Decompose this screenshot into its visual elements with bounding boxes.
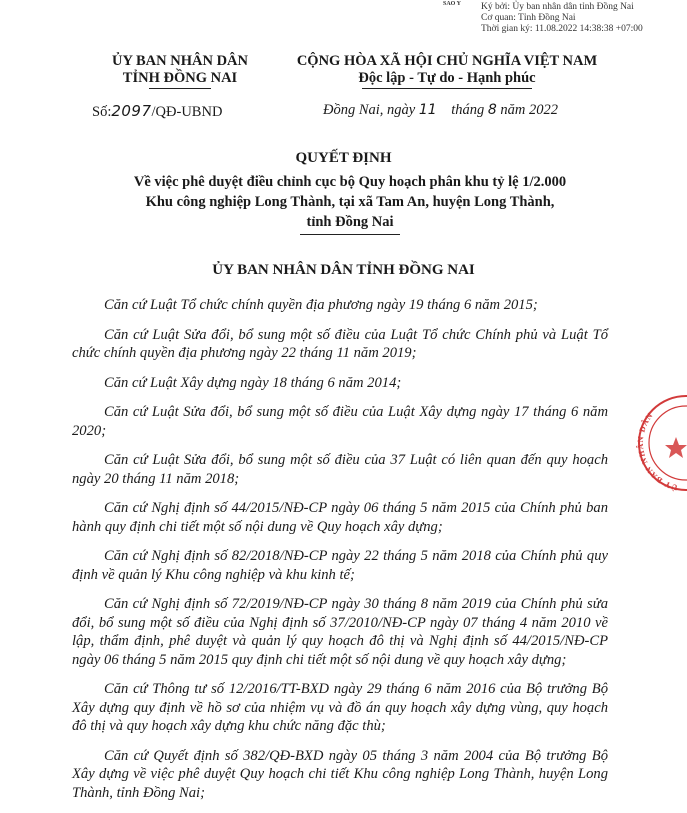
date-year: năm 2022: [500, 102, 558, 118]
legal-basis-paragraph: Căn cứ Nghị định số 72/2019/NĐ-CP ngày 30 tháng 8 năm 2019 của Chính phủ sửa đổi, bổ sung một số điều của Nghị định số 37/2010/NĐ-CP ngày 07 tháng 4 năm 2010 về lập, thẩm định, phê duyệt và quản lý quy hoạch đô thị và Nghị định số 44/2015/NĐ-CP ngày 06 tháng 5 năm 2015 quy định chi tiết một số nội dung về quy hoạch xây dựng;: [72, 596, 608, 668]
seal-text: ỦY BAN NHÂN DÂN: [635, 410, 679, 493]
date-prefix: Đồng Nai, ngày: [323, 102, 416, 118]
signature-time: Thời gian ký: 11.08.2022 14:38:38 +07:00: [481, 24, 643, 34]
header-underline-left: [149, 88, 211, 89]
number-prefix: Số:: [92, 104, 112, 120]
issuing-authority-header: [80, 53, 280, 89]
legal-basis-paragraph: Căn cứ Nghị định số 44/2015/NĐ-CP ngày 06 tháng 5 năm 2015 của Chính phủ ban hành quy định chi tiết một số nội dung về Quy hoạch xây dựng;: [72, 500, 608, 535]
legal-basis-paragraph: Căn cứ Luật Xây dựng ngày 18 tháng 6 năm 2014;: [104, 374, 402, 391]
authority-line-2: TỈNH ĐỒNG NAI: [122, 70, 238, 86]
date-day: 11: [418, 102, 437, 118]
decision-subject: [40, 172, 660, 235]
number-handwritten: 2097: [111, 102, 152, 120]
subject-line-1: Về việc phê duyệt điều chỉnh cục bộ Quy hoạch phân khu tỷ lệ 1/2.000: [133, 174, 567, 190]
official-seal: [618, 393, 687, 493]
signature-signer: Ký bởi: Ủy ban nhân dân tỉnh Đồng Nai: [481, 2, 634, 12]
document-date: [323, 102, 558, 119]
header-underline-right: [362, 88, 532, 89]
legal-basis-paragraph: Căn cứ Luật Sửa đổi, bổ sung một số điều của 37 Luật có liên quan đến quy hoạch ngày 20 tháng 11 năm 2018;: [72, 452, 608, 487]
copy-tag: SAO Y: [443, 1, 461, 7]
authority-line-1: ỦY BAN NHÂN DÂN: [111, 53, 248, 69]
national-motto: Độc lập - Tự do - Hạnh phúc: [358, 70, 536, 86]
subject-line-3: tỉnh Đồng Nai: [306, 214, 394, 230]
country-name: CỘNG HÒA XÃ HỘI CHỦ NGHĨA VIỆT NAM: [296, 53, 598, 69]
document-number: [92, 102, 222, 121]
national-header: [272, 53, 622, 89]
legal-basis-paragraph: Căn cứ Luật Tổ chức chính quyền địa phương ngày 19 tháng 6 năm 2015;: [104, 297, 538, 313]
subject-underline: [300, 234, 400, 235]
number-suffix: /QĐ-UBND: [151, 104, 223, 120]
legal-basis-paragraph: Căn cứ Thông tư số 12/2016/TT-BXD ngày 29 tháng 6 năm 2016 của Bộ trưởng Bộ Xây dựng quy định về hồ sơ của nhiệm vụ và đồ án quy hoạch xây dựng vùng, quy hoạch đô thị và quy hoạch xây dựng khu chức năng đặc thù;: [72, 681, 608, 734]
legal-basis-paragraph: Căn cứ Luật Sửa đổi, bổ sung một số điều của Luật Xây dựng ngày 17 tháng 6 năm 2020;: [72, 404, 608, 439]
legal-basis-paragraph: Căn cứ Nghị định số 82/2018/NĐ-CP ngày 22 tháng 5 năm 2018 của Chính phủ quy định về quản lý Khu công nghiệp và khu kinh tế;: [72, 548, 608, 583]
signature-agency: Cơ quan: Tỉnh Đồng Nai: [481, 13, 576, 23]
legal-basis-list: [72, 296, 608, 813]
date-month: 8: [487, 102, 497, 118]
digital-signature-block: [443, 1, 643, 35]
date-month-label: tháng: [451, 102, 485, 118]
decision-authority: ỦY BAN NHÂN DÂN TỈNH ĐỒNG NAI: [212, 262, 475, 278]
legal-basis-paragraph: Căn cứ Luật Sửa đổi, bổ sung một số điều của Luật Tổ chức Chính phủ và Luật Tổ chức chính quyền địa phương ngày 22 tháng 11 năm 2019;: [72, 326, 608, 361]
legal-basis-paragraph: Căn cứ Quyết định số 382/QĐ-BXD ngày 05 tháng 3 năm 2004 của Bộ trưởng Bộ Xây dựng về việc phê duyệt Quy hoạch chi tiết Khu công nghiệp Long Thành, huyện Long Thành, tỉnh Đồng Nai;: [72, 747, 608, 801]
decision-title: QUYẾT ĐỊNH: [295, 150, 392, 166]
subject-line-2: Khu công nghiệp Long Thành, tại xã Tam An, huyện Long Thành,: [145, 194, 555, 210]
